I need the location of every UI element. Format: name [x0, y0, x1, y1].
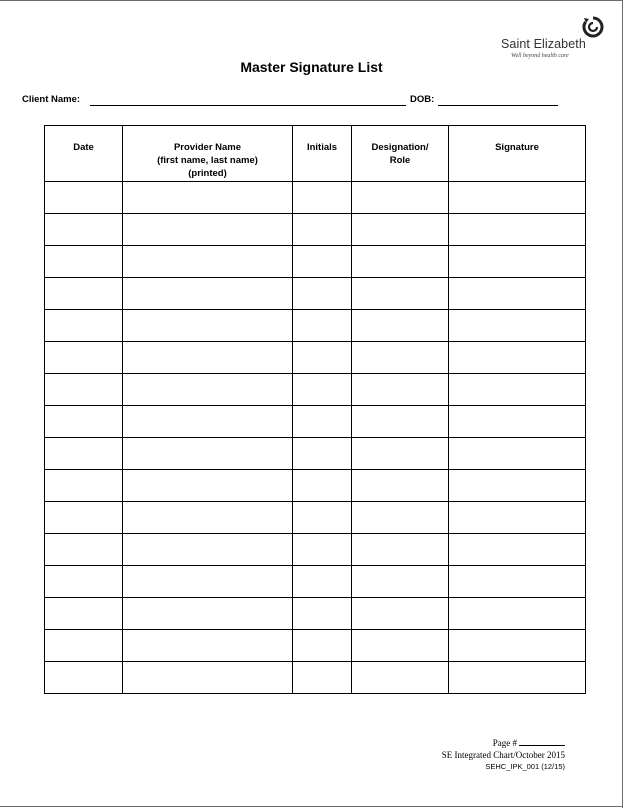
provider-name-cell[interactable] — [123, 566, 293, 598]
signature-cell[interactable] — [449, 662, 586, 694]
designation-role-cell[interactable] — [352, 374, 449, 406]
provider-name-cell[interactable] — [123, 246, 293, 278]
initials-cell[interactable] — [293, 310, 352, 342]
form-code: SEHC_IPK_001 (12/15) — [485, 762, 565, 771]
saint-elizabeth-swirl-icon — [582, 16, 604, 38]
date-cell[interactable] — [45, 438, 123, 470]
initials-cell[interactable] — [293, 278, 352, 310]
saint-elizabeth-logo — [496, 16, 608, 64]
signature-cell[interactable] — [449, 214, 586, 246]
logo-name: Saint Elizabeth — [501, 37, 586, 51]
header-designation-role: Designation/ Role — [352, 126, 449, 182]
date-cell[interactable] — [45, 278, 123, 310]
signature-cell[interactable] — [449, 278, 586, 310]
designation-role-cell[interactable] — [352, 342, 449, 374]
table-row — [45, 342, 586, 374]
date-cell[interactable] — [45, 502, 123, 534]
provider-name-cell[interactable] — [123, 470, 293, 502]
table-row — [45, 598, 586, 630]
table-row — [45, 470, 586, 502]
designation-role-cell[interactable] — [352, 534, 449, 566]
designation-role-cell[interactable] — [352, 438, 449, 470]
designation-role-cell[interactable] — [352, 246, 449, 278]
signature-cell[interactable] — [449, 502, 586, 534]
provider-name-cell[interactable] — [123, 278, 293, 310]
table-row — [45, 310, 586, 342]
date-cell[interactable] — [45, 182, 123, 214]
table-row — [45, 630, 586, 662]
table-row — [45, 374, 586, 406]
initials-cell[interactable] — [293, 662, 352, 694]
provider-name-cell[interactable] — [123, 534, 293, 566]
designation-role-cell[interactable] — [352, 406, 449, 438]
table-row — [45, 566, 586, 598]
date-cell[interactable] — [45, 566, 123, 598]
client-name-label: Client Name: — [22, 94, 81, 105]
initials-cell[interactable] — [293, 214, 352, 246]
date-cell[interactable] — [45, 374, 123, 406]
date-cell[interactable] — [45, 214, 123, 246]
designation-role-cell[interactable] — [352, 470, 449, 502]
designation-role-cell[interactable] — [352, 310, 449, 342]
page-number: Page # — [442, 737, 565, 749]
table-row — [45, 246, 586, 278]
signature-cell[interactable] — [449, 342, 586, 374]
date-cell[interactable] — [45, 598, 123, 630]
initials-cell[interactable] — [293, 566, 352, 598]
table-row — [45, 534, 586, 566]
signature-cell[interactable] — [449, 438, 586, 470]
designation-role-cell[interactable] — [352, 278, 449, 310]
signature-cell[interactable] — [449, 182, 586, 214]
header-provider-name: Provider Name (first name, last name) (printed) — [123, 126, 293, 182]
provider-name-cell[interactable] — [123, 438, 293, 470]
signature-cell[interactable] — [449, 406, 586, 438]
provider-name-cell[interactable] — [123, 662, 293, 694]
designation-role-cell[interactable] — [352, 182, 449, 214]
designation-role-cell[interactable] — [352, 502, 449, 534]
dob-label: DOB: — [410, 94, 435, 105]
header-initials: Initials — [293, 126, 352, 182]
chart-label: SE Integrated Chart/October 2015 — [441, 750, 565, 760]
signature-table — [44, 125, 586, 694]
initials-cell[interactable] — [293, 246, 352, 278]
provider-name-cell[interactable] — [123, 630, 293, 662]
date-cell[interactable] — [45, 534, 123, 566]
date-cell[interactable] — [45, 246, 123, 278]
signature-cell[interactable] — [449, 598, 586, 630]
initials-cell[interactable] — [293, 182, 352, 214]
initials-cell[interactable] — [293, 406, 352, 438]
signature-cell[interactable] — [449, 246, 586, 278]
page-title: Master Signature List — [240, 59, 383, 75]
table-row — [45, 438, 586, 470]
table-row — [45, 182, 586, 214]
date-cell[interactable] — [45, 310, 123, 342]
initials-cell[interactable] — [293, 502, 352, 534]
designation-role-cell[interactable] — [352, 630, 449, 662]
header-date: Date — [45, 126, 123, 182]
logo-tagline: Well beyond health care — [511, 53, 569, 59]
signature-cell[interactable] — [449, 566, 586, 598]
page-number-field[interactable] — [519, 737, 565, 746]
provider-name-cell[interactable] — [123, 342, 293, 374]
initials-cell[interactable] — [293, 342, 352, 374]
table-row — [45, 502, 586, 534]
signature-cell[interactable] — [449, 534, 586, 566]
page-border-top — [0, 0, 623, 1]
designation-role-cell[interactable] — [352, 566, 449, 598]
table-header-row — [45, 126, 586, 182]
signature-cell[interactable] — [449, 310, 586, 342]
initials-cell[interactable] — [293, 598, 352, 630]
initials-cell[interactable] — [293, 438, 352, 470]
provider-name-cell[interactable] — [123, 598, 293, 630]
signature-table-body — [45, 182, 586, 694]
date-cell[interactable] — [45, 630, 123, 662]
signature-cell[interactable] — [449, 374, 586, 406]
table-row — [45, 278, 586, 310]
table-row — [45, 406, 586, 438]
initials-cell[interactable] — [293, 470, 352, 502]
date-cell[interactable] — [45, 662, 123, 694]
table-row — [45, 214, 586, 246]
date-cell[interactable] — [45, 342, 123, 374]
initials-cell[interactable] — [293, 630, 352, 662]
date-cell[interactable] — [45, 470, 123, 502]
provider-name-cell[interactable] — [123, 214, 293, 246]
designation-role-cell[interactable] — [352, 662, 449, 694]
provider-name-cell[interactable] — [123, 310, 293, 342]
dob-field[interactable] — [438, 105, 558, 106]
provider-name-cell[interactable] — [123, 374, 293, 406]
provider-name-cell[interactable] — [123, 406, 293, 438]
header-signature: Signature — [449, 126, 586, 182]
page-border-bottom — [0, 806, 623, 807]
signature-cell[interactable] — [449, 470, 586, 502]
signature-cell[interactable] — [449, 630, 586, 662]
provider-name-cell[interactable] — [123, 182, 293, 214]
table-row — [45, 662, 586, 694]
client-name-field[interactable] — [90, 105, 406, 106]
designation-role-cell[interactable] — [352, 214, 449, 246]
designation-role-cell[interactable] — [352, 598, 449, 630]
initials-cell[interactable] — [293, 374, 352, 406]
initials-cell[interactable] — [293, 534, 352, 566]
provider-name-cell[interactable] — [123, 502, 293, 534]
page-footer — [442, 737, 565, 773]
date-cell[interactable] — [45, 406, 123, 438]
